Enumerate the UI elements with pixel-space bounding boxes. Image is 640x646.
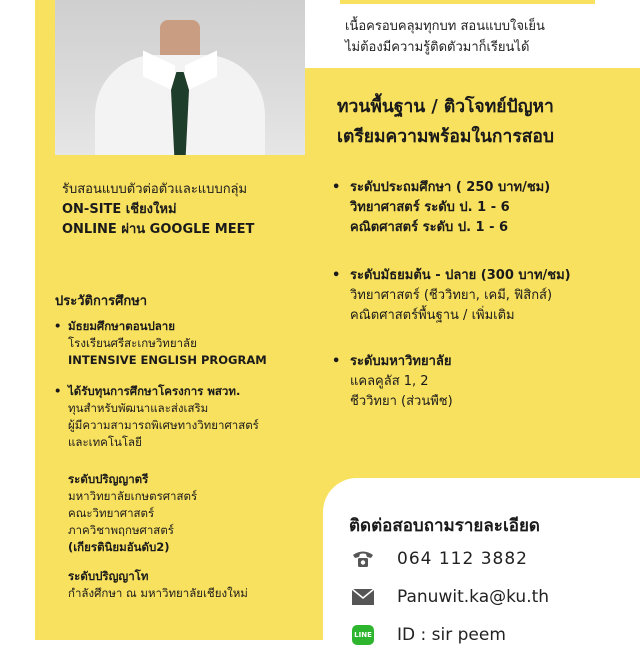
level-line: คณิตศาสตร์ ระดับ ป. 1 - 6	[350, 220, 509, 235]
contact-email-row[interactable]	[351, 586, 549, 608]
education-item-honor: (เกียรตินิยมอันดับ2)	[68, 540, 170, 554]
education-item-line: ผู้มีความสามารถพิเศษทางวิทยาศาสตร์	[68, 418, 259, 432]
education-item-head: ได้รับทุนการศึกษาโครงการ พสวท.	[68, 384, 241, 398]
level-primary	[330, 178, 635, 238]
education-item-head: ระดับปริญญาตรี	[68, 472, 149, 486]
education-item-master	[60, 568, 300, 602]
education-item-line: โรงเรียนศรีสะเกษวิทยาลัย	[68, 336, 197, 350]
bullet: •	[332, 180, 341, 195]
tagline-line-1: เนื้อครอบคลุมทุกบท สอนแบบใจเย็น	[345, 19, 545, 34]
education-item-head: มัธยมศึกษาตอนปลาย	[68, 319, 175, 333]
level-head: ระดับประถมศึกษา ( 250 บาท/ชม)	[350, 180, 551, 195]
intro-line-1: รับสอนแบบตัวต่อตัวและแบบกลุ่ม	[62, 182, 248, 197]
education-item-line: ทุนสำหรับพัฒนาและส่งเสริม	[68, 401, 209, 415]
education-item-line: มหาวิทยาลัยเกษตรศาสตร์	[68, 489, 198, 503]
contact-card	[323, 478, 640, 645]
top-rule	[340, 0, 595, 4]
level-head: ระดับมัธยมต้น - ปลาย (300 บาท/ชม)	[350, 268, 571, 283]
line-badge: LINE	[352, 625, 374, 645]
intro-onsite: ON-SITE เชียงใหม่	[62, 202, 177, 217]
intro-online: ONLINE ผ่าน GOOGLE MEET	[62, 222, 255, 237]
headline-line-1: ทวนพื้นฐาน / ติวโจทย์ปัญหา	[337, 97, 554, 117]
level-secondary	[330, 266, 635, 326]
intro	[62, 180, 302, 240]
education-item-highschool	[54, 318, 300, 369]
level-line: วิทยาศาสตร์ (ชีววิทยา, เคมี, ฟิสิกส์)	[350, 288, 553, 303]
phone-icon	[351, 548, 375, 570]
education-item-scholarship	[54, 383, 300, 451]
tagline-line-2: ไม่ต้องมีความรู้ติดตัวมาก็เรียนได้	[345, 40, 530, 55]
contact-line-id[interactable]: ID : sir peem	[397, 625, 506, 645]
contact-phone-row[interactable]	[351, 548, 528, 570]
headline	[337, 92, 637, 152]
course-levels	[330, 178, 635, 433]
level-line: คณิตศาสตร์พื้นฐาน / เพิ่มเติม	[350, 308, 515, 323]
contact-line-row[interactable]	[351, 624, 506, 646]
bullet: •	[332, 354, 341, 369]
level-university	[330, 352, 635, 412]
photo-tie	[171, 72, 189, 155]
education-title: ประวัติการศึกษา	[55, 294, 148, 309]
education-item-head: ระดับปริญญาโท	[68, 569, 149, 583]
contact-phone[interactable]: 064 112 3882	[397, 549, 528, 569]
bullet: •	[54, 384, 62, 398]
contact-title: ติดต่อสอบถามรายละเอียด	[349, 516, 540, 536]
level-line: ชีววิทยา (ส่วนพืช)	[350, 394, 453, 409]
education-item-line: กำลังศึกษา ณ มหาวิทยาลัยเชียงใหม่	[68, 586, 248, 600]
bullet: •	[332, 268, 341, 283]
education-item-bachelor	[60, 471, 300, 556]
tagline	[345, 16, 635, 58]
bullet: •	[54, 319, 62, 333]
education-list	[54, 318, 300, 616]
headline-line-2: เตรียมความพร้อมในการสอบ	[337, 127, 555, 147]
level-line: แคลคูลัส 1, 2	[350, 374, 429, 389]
contact-email[interactable]: Panuwit.ka@ku.th	[397, 587, 550, 607]
tutor-photo	[55, 0, 305, 155]
education-item-program: INTENSIVE ENGLISH PROGRAM	[68, 353, 267, 367]
level-head: ระดับมหาวิทยาลัย	[350, 354, 452, 369]
education-item-line: คณะวิทยาศาสตร์	[68, 506, 155, 520]
line-icon	[351, 624, 375, 646]
email-icon	[351, 586, 375, 608]
level-line: วิทยาศาสตร์ ระดับ ป. 1 - 6	[350, 200, 510, 215]
education-item-line: และเทคโนโลยี	[68, 435, 142, 449]
education-item-line: ภาควิชาพฤกษศาสตร์	[68, 523, 174, 537]
